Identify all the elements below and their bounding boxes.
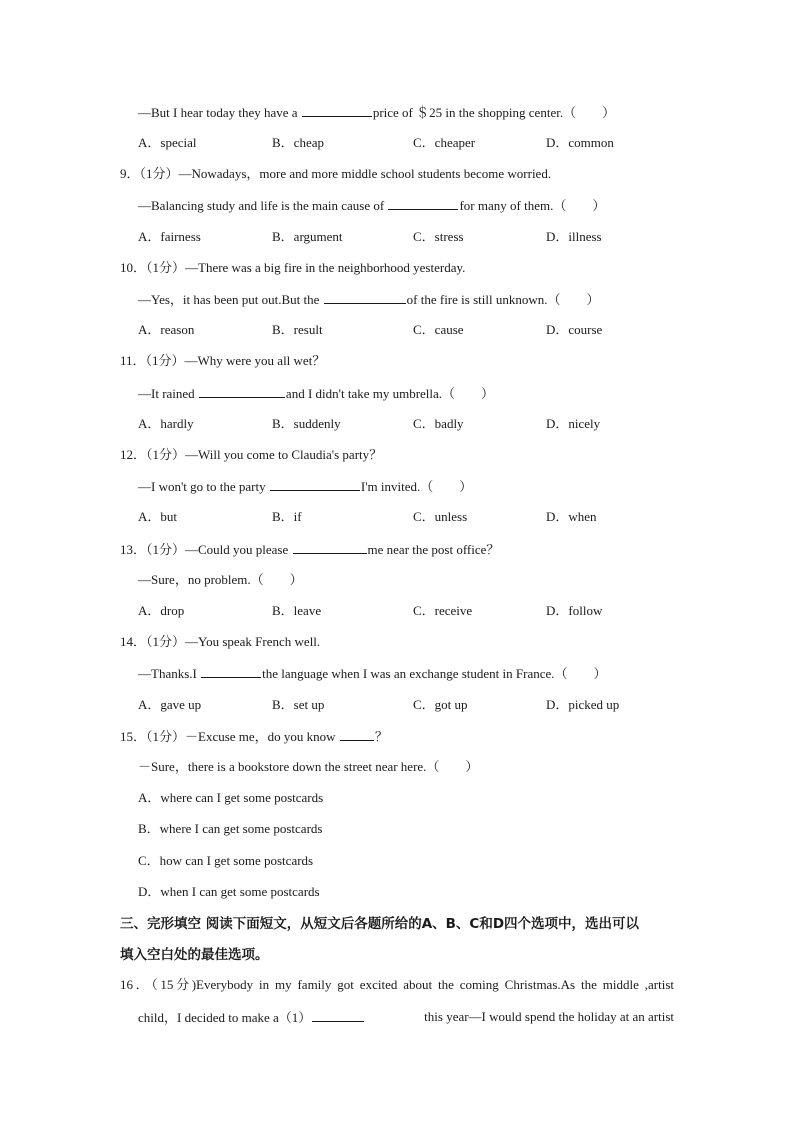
q11-option-c[interactable]: C．badly bbox=[413, 416, 464, 431]
q13-question-before: 13．（1分）—Could you please bbox=[120, 542, 292, 557]
q12-option-c[interactable]: C．unless bbox=[413, 509, 468, 524]
q13-option-c[interactable]: C．receive bbox=[413, 603, 473, 618]
q10-option-c[interactable]: C．cause bbox=[413, 322, 464, 337]
q13-option-d[interactable]: D．follow bbox=[546, 603, 603, 618]
q15-blank[interactable] bbox=[340, 728, 374, 741]
q14-blank[interactable] bbox=[201, 665, 261, 678]
q16-line2-before bbox=[138, 1009, 365, 1026]
q11-answer-before: —It rained bbox=[138, 386, 198, 401]
q13-question-after: me near the post office？ bbox=[367, 542, 500, 557]
q9-question: 9．（1分）—Nowadays，more and more middle school students become worried. bbox=[120, 166, 552, 181]
q14-answer-after: the language when I was an exchange student in France.（ ） bbox=[262, 666, 607, 681]
q11-option-d[interactable]: D．nicely bbox=[546, 416, 601, 431]
q15-option-b[interactable]: B．where I can get some postcards bbox=[138, 821, 323, 836]
q8-answer-after: price of ＄25 in the shopping center.（ ） bbox=[372, 105, 616, 120]
q15-option-a[interactable]: A．where can I get some postcards bbox=[138, 790, 324, 805]
q16-line2-after: this year—I would spend the holiday at an artist bbox=[424, 1009, 674, 1024]
q16-line2 bbox=[138, 1009, 674, 1026]
q10-answer-after: of the fire is still unknown.（ ） bbox=[406, 292, 600, 307]
q13-option-b[interactable]: B．leave bbox=[272, 603, 322, 618]
q15-option-d[interactable]: D．when I can get some postcards bbox=[138, 884, 320, 899]
q10-question: 10．（1分）—There was a big fire in the neighborhood yesterday. bbox=[120, 260, 466, 275]
q11-question: 11．（1分）—Why were you all wet？ bbox=[120, 353, 326, 368]
q12-answer bbox=[138, 478, 472, 495]
q8-blank[interactable] bbox=[302, 104, 372, 117]
q13-option-a[interactable]: A．drop bbox=[138, 603, 185, 618]
q12-answer-before: —I won't go to the party bbox=[138, 479, 269, 494]
q8-option-d[interactable]: D．common bbox=[546, 135, 614, 150]
section-heading-line1: 三、完形填空 阅读下面短文，从短文后各题所给的A、B、C和D四个选项中，选出可以 bbox=[120, 916, 640, 932]
q8-option-b[interactable]: B．cheap bbox=[272, 135, 324, 150]
q15-question-before: 15．（1分）－Excuse me，do you know bbox=[120, 729, 339, 744]
q9-option-b[interactable]: B．argument bbox=[272, 229, 343, 244]
q14-option-d[interactable]: D．picked up bbox=[546, 697, 620, 712]
q11-option-b[interactable]: B．suddenly bbox=[272, 416, 341, 431]
q16-blank-1[interactable] bbox=[312, 1009, 364, 1022]
q9-blank[interactable] bbox=[388, 197, 458, 210]
q14-option-c[interactable]: C．got up bbox=[413, 697, 468, 712]
q9-option-d[interactable]: D．illness bbox=[546, 229, 602, 244]
q9-option-a[interactable]: A．fairness bbox=[138, 229, 201, 244]
q8-answer bbox=[138, 104, 615, 121]
q12-option-b[interactable]: B．if bbox=[272, 509, 302, 524]
q14-option-b[interactable]: B．set up bbox=[272, 697, 325, 712]
q14-option-a[interactable]: A．gave up bbox=[138, 697, 202, 712]
q8-option-c[interactable]: C．cheaper bbox=[413, 135, 476, 150]
q10-option-b[interactable]: B．result bbox=[272, 322, 323, 337]
q10-answer bbox=[138, 291, 599, 308]
q12-answer-after: I'm invited.（ ） bbox=[360, 479, 473, 494]
q15-question-after: ？ bbox=[374, 729, 388, 744]
section-heading-line2: 填入空白处的最佳选项。 bbox=[120, 947, 269, 963]
q13-blank[interactable] bbox=[293, 541, 367, 554]
q15-question bbox=[120, 728, 388, 745]
q9-answer bbox=[138, 197, 605, 214]
q9-answer-after: for many of them.（ ） bbox=[459, 198, 606, 213]
q10-answer-before: —Yes，it has been put out.But the bbox=[138, 292, 323, 307]
q12-option-d[interactable]: D．when bbox=[546, 509, 597, 524]
q13-answer: —Sure，no problem.（ ） bbox=[138, 572, 303, 587]
q11-blank[interactable] bbox=[199, 385, 285, 398]
q8-option-a[interactable]: A．special bbox=[138, 135, 197, 150]
q9-option-c[interactable]: C．stress bbox=[413, 229, 464, 244]
q14-answer bbox=[138, 665, 607, 682]
q11-option-a[interactable]: A．hardly bbox=[138, 416, 194, 431]
q14-question: 14．（1分）—You speak French well. bbox=[120, 634, 321, 649]
q12-option-a[interactable]: A．but bbox=[138, 509, 178, 524]
q15-answer: －Sure，there is a bookstore down the street near here.（ ） bbox=[138, 759, 479, 774]
q11-answer-after: and I didn't take my umbrella.（ ） bbox=[285, 386, 495, 401]
q10-option-d[interactable]: D．course bbox=[546, 322, 603, 337]
q12-question: 12．（1分）—Will you come to Claudia's party？ bbox=[120, 447, 383, 462]
q16-line2-before-text: child，I decided to make a（1） bbox=[138, 1010, 312, 1025]
q9-answer-before: —Balancing study and life is the main cause of bbox=[138, 198, 388, 213]
q8-answer-before: —But I hear today they have a bbox=[138, 105, 301, 120]
q10-blank[interactable] bbox=[324, 291, 406, 304]
q12-blank[interactable] bbox=[270, 478, 360, 491]
q15-option-c[interactable]: C．how can I get some postcards bbox=[138, 853, 314, 868]
q14-answer-before: —Thanks.I bbox=[138, 666, 201, 681]
q10-option-a[interactable]: A．reason bbox=[138, 322, 195, 337]
q16-line1: 16．（15分)Everybody in my family got excited about the coming Christmas.As the middle ,artist bbox=[120, 977, 674, 992]
q11-answer bbox=[138, 385, 494, 402]
q13-question bbox=[120, 541, 499, 558]
